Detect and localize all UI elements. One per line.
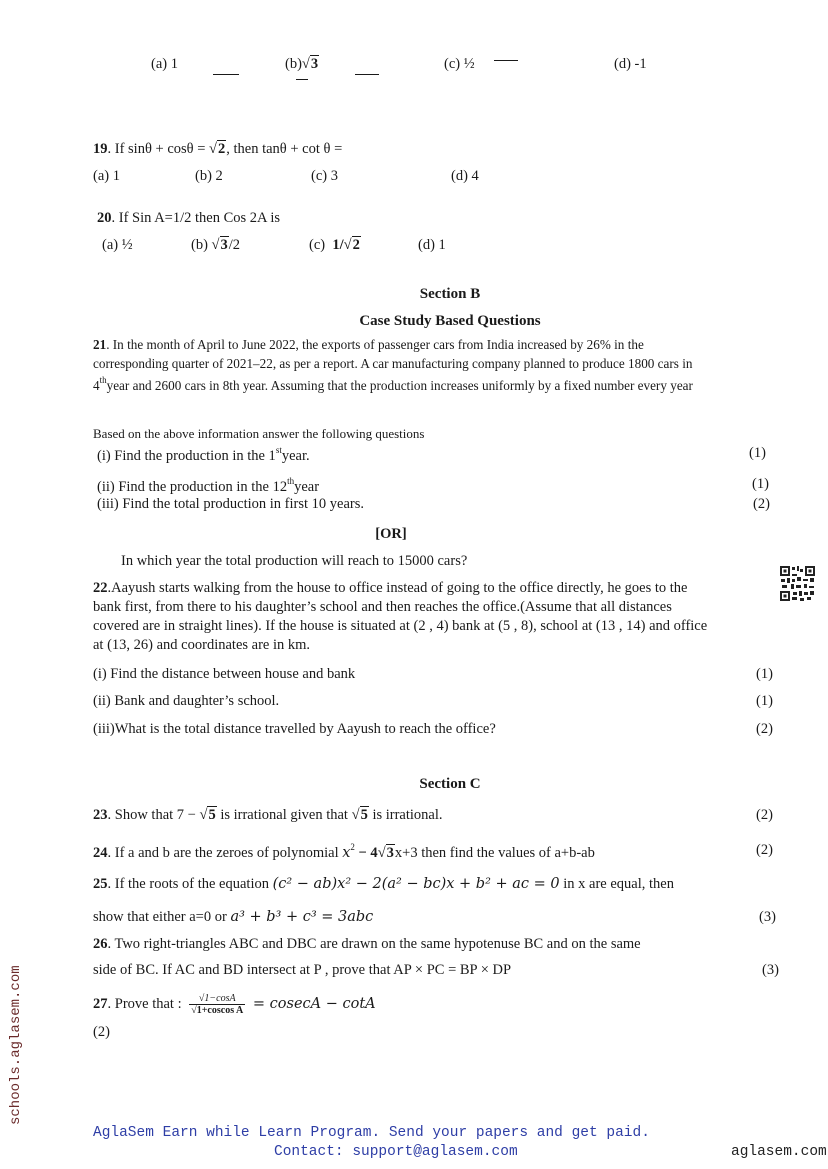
sqrt-symbol: √2 <box>343 237 360 253</box>
q22-line-2: bank first, from there to his daughter’s school and then reaches the office.(Assume that all distances <box>93 599 672 615</box>
q25-marks: (3) <box>759 909 776 925</box>
q20-option-b: (b) √3/2 <box>191 237 241 253</box>
q21-intro: Based on the above information answer the following questions <box>93 426 425 441</box>
question-27: 27. Prove that : $\frac{√1-\cos A}{\text{√1+coscos A}}$ = cosecA − cotA <box>93 993 376 1016</box>
section-b-title: Section B <box>419 286 481 302</box>
q24-marks: (2) <box>756 842 773 858</box>
q21-line-1: 21. In the month of April to June 2022, the exports of passenger cars from India increased by 26% in the <box>93 337 644 352</box>
q18-blank-line <box>213 60 239 75</box>
footer-contact[interactable]: Contact: support@aglasem.com <box>274 1144 518 1160</box>
sqrt-symbol: √3 <box>301 56 319 72</box>
q20-option-d: (d) 1 <box>418 237 446 253</box>
q22-part-ii: (ii) Bank and daughter’s school. <box>93 693 280 709</box>
question-25-line-1: 25. If the roots of the equation (c² − ab)x² − 2(a² − bc)x + b² + ac = 0 in x are equal, then <box>93 876 674 892</box>
q22-part-ii-marks: (1) <box>756 693 773 709</box>
q19-stem: 19. If sinθ + cosθ = √2, then tanθ + cot θ = <box>93 141 343 157</box>
q25-equation: (c² − ab)x² − 2(a² − bc)x + b² + ac = 0 <box>272 876 560 892</box>
q19-option-c: (c) 3 <box>311 168 338 184</box>
q22-line-4: at (13, 26) and coordinates are in km. <box>93 637 311 653</box>
footer-site-link[interactable]: aglasem.com <box>731 1144 827 1160</box>
q18-blank-line <box>355 60 379 75</box>
q18-option-c: (c) ½ <box>444 56 475 72</box>
q19-option-b: (b) 2 <box>195 168 223 184</box>
q20-stem: 20. If Sin A=1/2 then Cos 2A is <box>97 210 280 226</box>
q21-line-3: 4thyear and 2600 cars in 8th year. Assuming that the production increases uniformly by a fixed number every year <box>93 375 693 393</box>
q20-option-c: (c) 1/√2 <box>309 237 360 253</box>
q18-option-b: (b)√3 <box>285 56 319 72</box>
q22-part-i-marks: (1) <box>756 666 773 682</box>
q22-part-i: (i) Find the distance between house and bank <box>93 666 356 682</box>
q18-blank-line <box>296 67 308 80</box>
q27-marks: (2) <box>93 1024 110 1040</box>
section-c-title: Section C <box>419 776 481 792</box>
question-24: 24. If a and b are the zeroes of polynomial $x^2 - 4√3x+3$ then find the values of a+b-ab <box>93 842 595 861</box>
sqrt-symbol: √3 <box>211 237 228 253</box>
q22-part-iii: (iii)What is the total distance travelled by Aayush to reach the office? <box>93 721 496 737</box>
footer-promo: AglaSem Earn while Learn Program. Send your papers and get paid. <box>93 1125 650 1141</box>
q22-line-1: 22.Aayush starts walking from the house to office instead of going to the office directly, he goes to the <box>93 580 688 596</box>
q21-part-iii-marks: (2) <box>753 496 770 512</box>
question-25-line-2: show that either a=0 or a³ + b³ + c³ = 3abc <box>93 909 374 925</box>
q25-identity: a³ + b³ + c³ = 3abc <box>230 909 374 925</box>
q19-option-a: (a) 1 <box>93 168 120 184</box>
question-26-line-1: 26. Two right-triangles ABC and DBC are drawn on the same hypotenuse BC and on the same <box>93 936 641 952</box>
q26-marks: (3) <box>762 962 779 978</box>
q20-option-a: (a) ½ <box>102 237 133 253</box>
q22-line-3: covered are in straight lines). If the house is situated at (2 , 4) bank at (5 , 8), school at (13 , 14) and office <box>93 618 708 634</box>
q21-alternative: In which year the total production will reach to 15000 cars? <box>121 553 468 569</box>
sqrt-symbol: √5 <box>199 807 216 823</box>
q21-line-2: corresponding quarter of 2021–22, as per a report. A car manufacturing company planned to produce 1800 cars in <box>93 356 693 371</box>
q18-blank-line <box>494 48 518 61</box>
sqrt-symbol: √5 <box>351 807 368 823</box>
question-23: 23. Show that 7 − √5 is irrational given that √5 is irrational. <box>93 807 443 823</box>
q23-marks: (2) <box>756 807 773 823</box>
q19-option-d: (d) 4 <box>451 168 479 184</box>
section-b-subtitle: Case Study Based Questions <box>359 313 541 329</box>
q21-part-i-marks: (1) <box>749 445 766 461</box>
q21-part-ii-marks: (1) <box>752 476 769 492</box>
sqrt-symbol: √2 <box>209 141 226 157</box>
sqrt-symbol: √3 <box>377 845 394 861</box>
q21-or-divider: [OR] <box>375 526 407 542</box>
q21-part-ii: (ii) Find the production in the 12thyear <box>97 476 320 495</box>
q21-part-i: (i) Find the production in the 1styear. <box>97 445 310 464</box>
question-26-line-2: side of BC. If AC and BD intersect at P , prove that AP × PC = BP × DP <box>93 962 512 978</box>
qr-code-icon <box>779 565 816 602</box>
side-watermark-url: schools.aglasem.com <box>8 965 24 1125</box>
q18-option-d: (d) -1 <box>614 56 647 72</box>
q18-option-a: (a) 1 <box>151 56 178 72</box>
q21-part-iii: (iii) Find the total production in first 10 years. <box>97 496 364 512</box>
q22-part-iii-marks: (2) <box>756 721 773 737</box>
q27-fraction: $\frac{√1-\cos A}{\text{√1+coscos A}}$ <box>191 993 244 1016</box>
